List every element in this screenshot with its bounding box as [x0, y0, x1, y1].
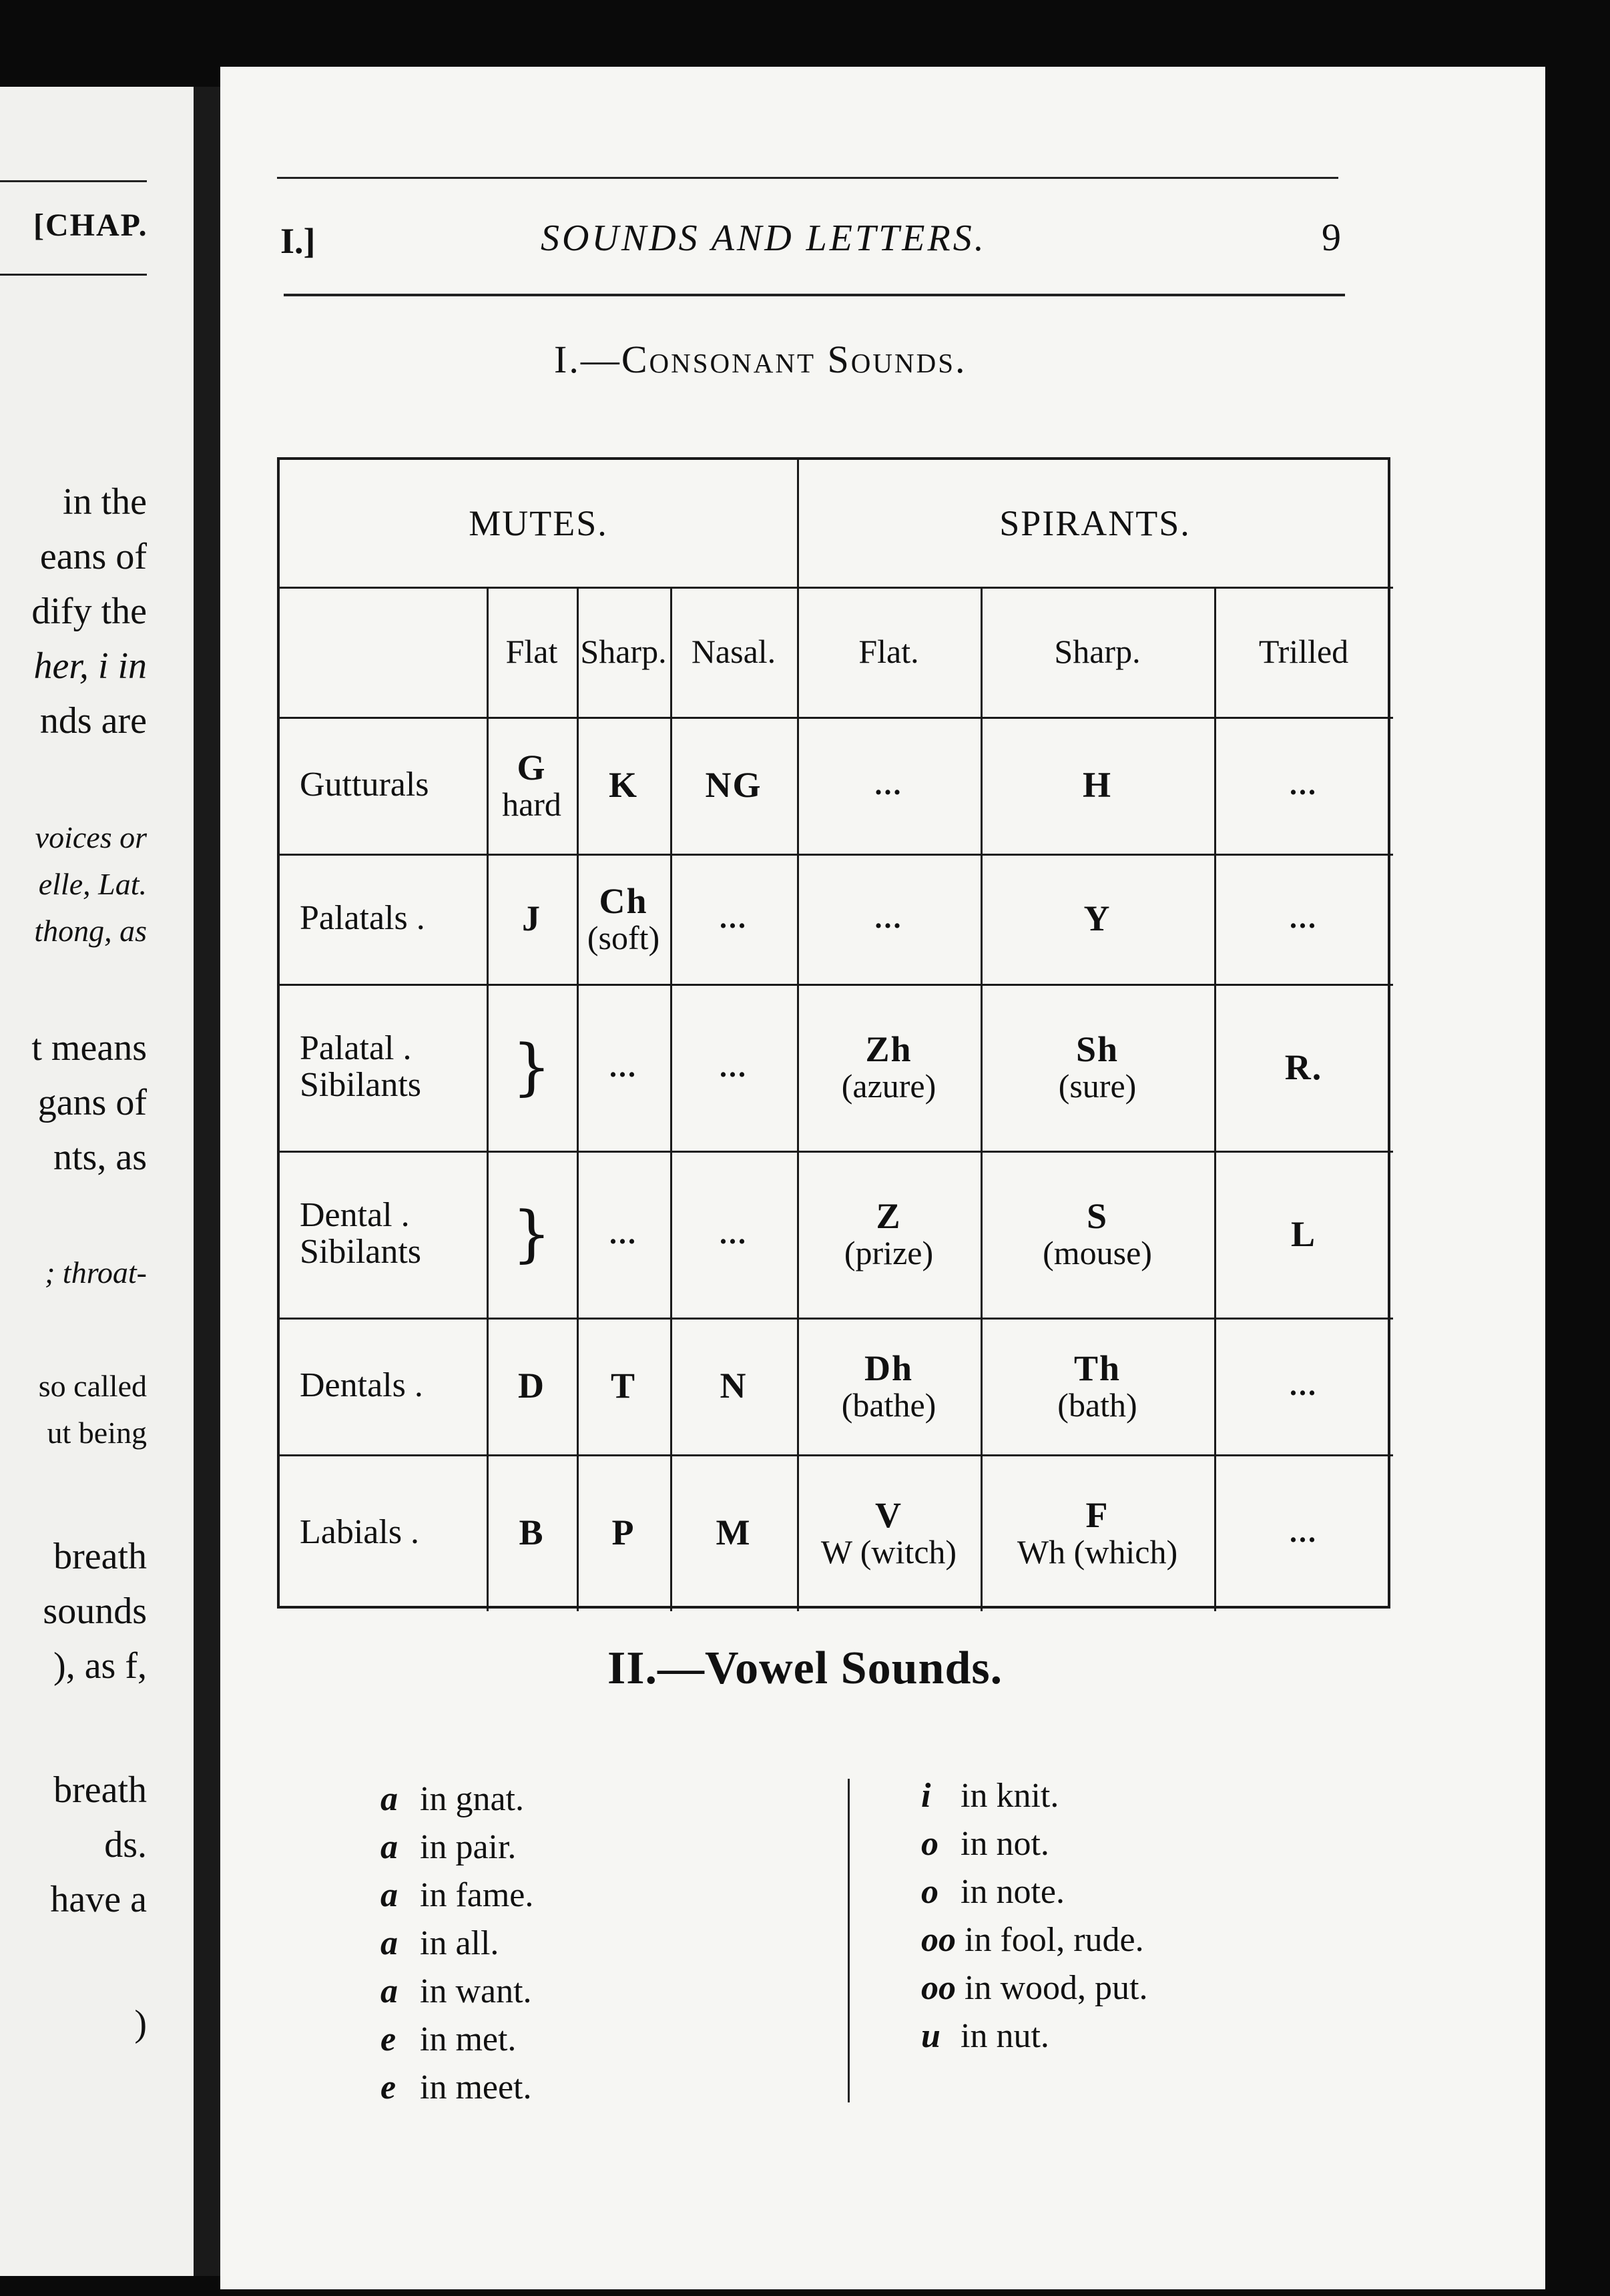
- table-cell: [981, 1151, 1214, 1318]
- table-cell: [981, 984, 1214, 1151]
- cell-text: (sure): [1058, 1067, 1137, 1105]
- left-text-fragment: ): [134, 2003, 147, 2044]
- chapter-marker: I.]: [280, 221, 316, 261]
- left-text-fragment: her, i in: [33, 645, 147, 687]
- vowel-item: [921, 1820, 1147, 1868]
- vowel-letter: oo: [921, 1921, 956, 1959]
- cell-text: ...: [609, 1050, 637, 1083]
- left-text-fragment: dify the: [31, 591, 147, 632]
- table-cell: [797, 1454, 981, 1611]
- left-text-fragment: thong, as: [34, 914, 147, 948]
- vowel-example: in meet.: [411, 2068, 532, 2106]
- column-header: Flat.: [858, 633, 919, 671]
- left-text-fragment: have a: [50, 1879, 147, 1920]
- cell-text: Dh: [864, 1348, 914, 1388]
- vowel-example: in all.: [411, 1924, 499, 1962]
- table-cell: [487, 854, 577, 984]
- vowel-letter: a: [380, 1780, 398, 1818]
- left-text-fragment: in the: [63, 481, 147, 523]
- table-cell: [577, 984, 670, 1151]
- row-label-line: Dental .: [300, 1196, 410, 1235]
- vowel-letter: a: [380, 1876, 398, 1914]
- vowel-list-left: [380, 1775, 533, 2112]
- table-cell: [670, 1454, 797, 1611]
- vowel-item: [921, 1868, 1147, 1916]
- row-label: [280, 854, 507, 984]
- table-cell: [981, 854, 1214, 984]
- vowel-item: [380, 1872, 533, 1920]
- cell-text: Wh (which): [1017, 1532, 1178, 1570]
- table-cell: [487, 1151, 577, 1318]
- cell-text: hard: [502, 785, 561, 823]
- left-text-fragment: breath: [53, 1769, 147, 1811]
- cell-text: ...: [874, 768, 903, 802]
- table-cell: [577, 854, 670, 984]
- cell-text: V: [875, 1494, 902, 1535]
- cell-text: (bath): [1057, 1386, 1137, 1424]
- vowel-example: in want.: [411, 1972, 532, 2010]
- table-cell: [487, 1318, 577, 1454]
- left-text-fragment: eans of: [39, 536, 147, 577]
- cell-text: (mouse): [1043, 1234, 1152, 1272]
- cell-text: ...: [1290, 1369, 1318, 1402]
- vowel-item: [921, 1916, 1147, 1964]
- cell-text: ...: [1290, 902, 1318, 935]
- left-text-fragment: ; throat-: [45, 1255, 147, 1289]
- table-cell: [1214, 1151, 1393, 1318]
- cell-text: ...: [1290, 768, 1318, 802]
- left-rule-top: [0, 180, 147, 182]
- vowel-item: [921, 2012, 1147, 2060]
- group-header-spirants: SPIRANTS.: [999, 503, 1191, 543]
- vowel-letter: e: [380, 2068, 396, 2106]
- vowel-letter: o: [921, 1825, 938, 1863]
- left-text-fragment: ), as f,: [53, 1645, 147, 1687]
- left-rule-bottom: [0, 274, 147, 276]
- cell-text: F: [1085, 1494, 1109, 1535]
- vowel-example: in pair.: [411, 1828, 517, 1866]
- row-label: [280, 717, 507, 854]
- column-header: Nasal.: [691, 633, 776, 671]
- vowel-item: [380, 1920, 533, 1968]
- vowel-example: in note.: [952, 1873, 1065, 1911]
- vowel-item: [380, 2016, 533, 2064]
- column-header: Flat: [505, 633, 558, 671]
- cell-text: R.: [1284, 1047, 1323, 1087]
- vowel-example: in met.: [411, 2020, 517, 2058]
- left-page-fragment: [0, 87, 194, 2276]
- cell-text: (azure): [841, 1067, 936, 1105]
- table-cell: [797, 717, 981, 854]
- left-text-fragment: nds are: [39, 700, 147, 742]
- column-header: Sharp.: [1054, 633, 1141, 671]
- table-cell: [981, 1454, 1214, 1611]
- cell-text: M: [716, 1512, 752, 1553]
- vowel-example: in wood, put.: [956, 1969, 1148, 2007]
- table-cell: [1214, 854, 1393, 984]
- vowel-letter: o: [921, 1873, 938, 1911]
- table-cell: [1214, 984, 1393, 1151]
- cell-text: (prize): [844, 1234, 934, 1272]
- cell-text: ...: [1290, 1516, 1318, 1549]
- cell-text: P: [611, 1512, 635, 1553]
- column-header: Trilled: [1258, 633, 1349, 671]
- table-cell: [1214, 1318, 1393, 1454]
- table-cell: [981, 717, 1214, 854]
- row-label-line: Dentals .: [300, 1366, 423, 1405]
- cell-text: ...: [874, 902, 903, 935]
- cell-text: ...: [720, 1217, 748, 1250]
- table-cell: [1214, 1454, 1393, 1611]
- table-cell: [577, 1454, 670, 1611]
- section-title-vowels: II.—Vowel Sounds.: [607, 1643, 1003, 1694]
- vowel-item: [380, 1968, 533, 2016]
- cell-text: K: [608, 765, 638, 806]
- cell-text: ...: [720, 1050, 748, 1083]
- vowel-letter: u: [921, 2017, 941, 2055]
- vowel-item: [380, 1775, 533, 1823]
- table-cell: [577, 1318, 670, 1454]
- row-label-line: Sibilants: [300, 1066, 422, 1104]
- table-cell: [797, 854, 981, 984]
- row-label: [280, 1454, 507, 1611]
- brace-glyph: }: [512, 1031, 551, 1103]
- vowel-list-right: [921, 1772, 1147, 2060]
- left-text-fragment: elle, Lat.: [38, 867, 147, 901]
- row-label-line: Palatals .: [300, 899, 425, 938]
- left-text-fragment: so called: [38, 1369, 147, 1403]
- table-cell: [487, 717, 577, 854]
- vowel-item: [380, 2064, 533, 2112]
- vowel-letter: a: [380, 1972, 398, 2010]
- vowel-example: in knit.: [952, 1777, 1059, 1815]
- left-text-fragment: ds.: [104, 1824, 147, 1866]
- cell-text: NG: [705, 765, 762, 806]
- cell-text: H: [1082, 765, 1112, 806]
- cell-text: Y: [1083, 898, 1111, 939]
- vowel-item: [380, 1823, 533, 1872]
- table-cell: [670, 1318, 797, 1454]
- table-cell: [577, 717, 670, 854]
- cell-text: B: [519, 1512, 545, 1553]
- row-label-line: Gutturals: [300, 766, 429, 804]
- vowel-letter: a: [380, 1828, 398, 1866]
- cell-text: Zh: [865, 1029, 912, 1070]
- brace-glyph: }: [512, 1197, 551, 1269]
- running-title: SOUNDS AND LETTERS.: [541, 218, 987, 259]
- column-header: Sharp.: [580, 633, 667, 671]
- cell-text: S: [1086, 1196, 1109, 1237]
- cell-text: W (witch): [820, 1532, 957, 1570]
- left-text-fragment: voices or: [35, 820, 147, 854]
- vowel-letter: i: [921, 1777, 931, 1815]
- book-gutter: [194, 87, 220, 2276]
- vowel-example: in gnat.: [411, 1780, 524, 1818]
- row-label-line: Sibilants: [300, 1233, 422, 1271]
- book-page: [220, 67, 1545, 2289]
- left-text-fragment: sounds: [43, 1591, 147, 1632]
- cell-text: N: [720, 1366, 748, 1406]
- vowel-example: in nut.: [952, 2017, 1049, 2055]
- vowel-example: in fool, rude.: [956, 1921, 1144, 1959]
- page-number: 9: [1322, 216, 1341, 259]
- table-cell: [797, 984, 981, 1151]
- table-cell: [797, 1151, 981, 1318]
- cell-text: Ch: [599, 880, 648, 921]
- table-cell: [487, 984, 577, 1151]
- vowel-letter: e: [380, 2020, 396, 2058]
- cell-text: Z: [876, 1196, 902, 1237]
- table-cell: [670, 984, 797, 1151]
- cell-text: Sh: [1075, 1029, 1119, 1070]
- cell-text: L: [1290, 1213, 1317, 1254]
- left-chapter-marker: [CHAP.: [33, 208, 148, 243]
- table-cell: [1214, 717, 1393, 854]
- cell-text: T: [610, 1366, 637, 1406]
- cell-text: D: [518, 1366, 545, 1406]
- vowel-item: [921, 1964, 1147, 2012]
- cell-text: J: [522, 898, 541, 939]
- header-rule-bottom: [284, 294, 1345, 296]
- vowel-example: in not.: [952, 1825, 1049, 1863]
- section-title-consonants: I.—Consonant Sounds.: [554, 338, 967, 381]
- left-text-fragment: breath: [53, 1536, 147, 1577]
- left-text-fragment: t means: [31, 1027, 147, 1069]
- row-label-line: Labials .: [300, 1513, 420, 1552]
- vowel-letter: a: [380, 1924, 398, 1962]
- table-cell: [487, 1454, 577, 1611]
- group-header-mutes: MUTES.: [469, 503, 608, 543]
- left-text-fragment: nts, as: [53, 1137, 147, 1178]
- cell-text: (bathe): [841, 1386, 936, 1424]
- header-rule-top: [277, 177, 1338, 179]
- table-cell: [670, 854, 797, 984]
- row-label: [280, 1318, 507, 1454]
- consonant-table: [277, 457, 1390, 1609]
- vowel-item: [921, 1772, 1147, 1820]
- row-label: [280, 1151, 507, 1318]
- table-cell: [797, 1318, 981, 1454]
- cell-text: ...: [609, 1217, 637, 1250]
- table-cell: [981, 1318, 1214, 1454]
- cell-text: G: [517, 747, 547, 788]
- cell-text: Th: [1073, 1348, 1121, 1388]
- row-label: [280, 984, 507, 1151]
- table-cell: [670, 1151, 797, 1318]
- cell-text: ...: [720, 902, 748, 935]
- vowel-letter: oo: [921, 1969, 956, 2007]
- table-cell: [577, 1151, 670, 1318]
- row-label-line: Palatal .: [300, 1029, 412, 1068]
- cell-text: (soft): [587, 918, 660, 956]
- vowel-column-divider: [848, 1779, 850, 2102]
- left-text-fragment: ut being: [47, 1416, 147, 1450]
- left-text-fragment: gans of: [37, 1082, 147, 1123]
- vowel-example: in fame.: [411, 1876, 534, 1914]
- table-cell: [670, 717, 797, 854]
